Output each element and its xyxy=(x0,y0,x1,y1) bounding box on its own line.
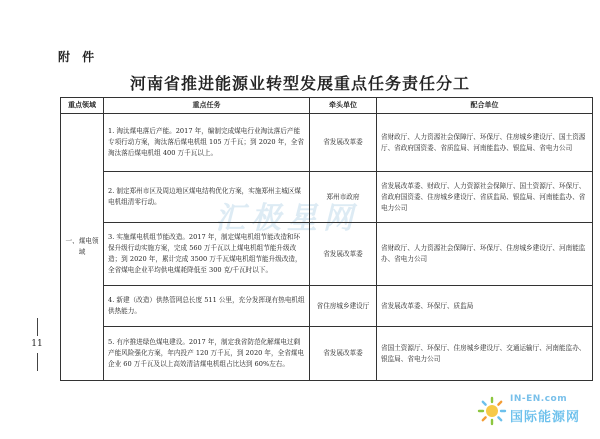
lead-cell: 省发展改革委 xyxy=(310,327,377,381)
table-row xyxy=(61,327,593,381)
table-row xyxy=(61,114,593,172)
coop-cell: 省国土资源厅、环保厅、住房城乡建设厅、交通运输厅、河南能监办、银监局、省电力公司 xyxy=(377,327,593,381)
header-coop: 配合单位 xyxy=(377,98,593,114)
coop-cell: 省财政厅、人力资源社会保障厅、环保厅、住房城乡建设厅、河南能监办、省电力公司 xyxy=(377,223,593,286)
attachment-label: 附 件 xyxy=(58,50,99,64)
header-task: 重点任务 xyxy=(104,98,310,114)
lead-cell: 省住房城乡建设厅 xyxy=(310,286,377,327)
page-number xyxy=(30,318,44,371)
document-title: 河南省推进能源业转型发展重点任务责任分工 xyxy=(129,74,470,93)
watermark: 汇极星网 xyxy=(215,201,359,236)
table-header-row xyxy=(61,98,593,114)
lead-cell: 省发展改革委 xyxy=(310,114,377,172)
task-table xyxy=(60,97,593,381)
logo-cn-text: 国际能源网 xyxy=(510,410,581,425)
table-row xyxy=(61,286,593,327)
logo-en-text: IN-EN.com xyxy=(510,394,568,404)
sun-logo-icon xyxy=(477,396,507,426)
coop-cell: 省财政厅、人力资源社会保障厅、环保厅、住房城乡建设厅、国土资源厅、省政府国资委、省质监局、河南能监办、银监局、省电力公司 xyxy=(377,114,593,172)
task-cell: 3. 实施煤电机组节能改造。2017 年，制定煤电机组节能改造和环保升级行动实施方案，完成 560 万千瓦以上煤电机组节能升级改造；到 2020 年，累计完成 3500 万千瓦煤电机组节能升级改造，全省煤电企业平均供电煤耗降低至 300 克/千瓦时以下。 xyxy=(104,223,310,286)
page-number-dash-top xyxy=(37,318,38,336)
lead-cell: 郑州市政府 xyxy=(310,172,377,223)
page-number-text: 11 xyxy=(31,339,43,349)
header-lead: 牵头单位 xyxy=(310,98,377,114)
site-logo xyxy=(477,386,595,434)
area-cell: 一、煤电领域 xyxy=(61,114,104,381)
table-row xyxy=(61,223,593,286)
task-cell: 5. 有序推进绿色煤电建设。2017 年，制定我省防范化解煤电过剩产能风险强化方案，年内投产 120 万千瓦，到 2020 年，全省煤电企业 60 万千瓦及以上高效清洁煤电机组占比达到 60%左右。 xyxy=(104,327,310,381)
lead-cell: 省发展改革委 xyxy=(310,223,377,286)
table-row xyxy=(61,172,593,223)
page-number-dash-bottom xyxy=(37,353,38,371)
task-cell: 2. 制定郑州市区及周边地区煤电结构优化方案，实施郑州主城区煤电机组清零行动。 xyxy=(104,172,310,223)
header-area: 重点领域 xyxy=(61,98,104,114)
coop-cell: 省发展改革委、环保厅、质监局 xyxy=(377,286,593,327)
task-cell: 1. 淘汰煤电落后产能。2017 年，编制完成煤电行业淘汰落后产能专项行动方案，淘汰落后煤电机组 105 万千瓦；到 2020 年，全省淘汰落后煤电机组 400 万千瓦以上。 xyxy=(104,114,310,172)
coop-cell: 省发展改革委、财政厅、人力资源社会保障厅、国土资源厅、环保厅、省政府国资委、住房城乡建设厅、省质监局、银监局、河南能监办、省电力公司 xyxy=(377,172,593,223)
task-cell: 4. 新建（改造）供热管网总长度 511 公里，充分发挥现有热电机组供热能力。 xyxy=(104,286,310,327)
